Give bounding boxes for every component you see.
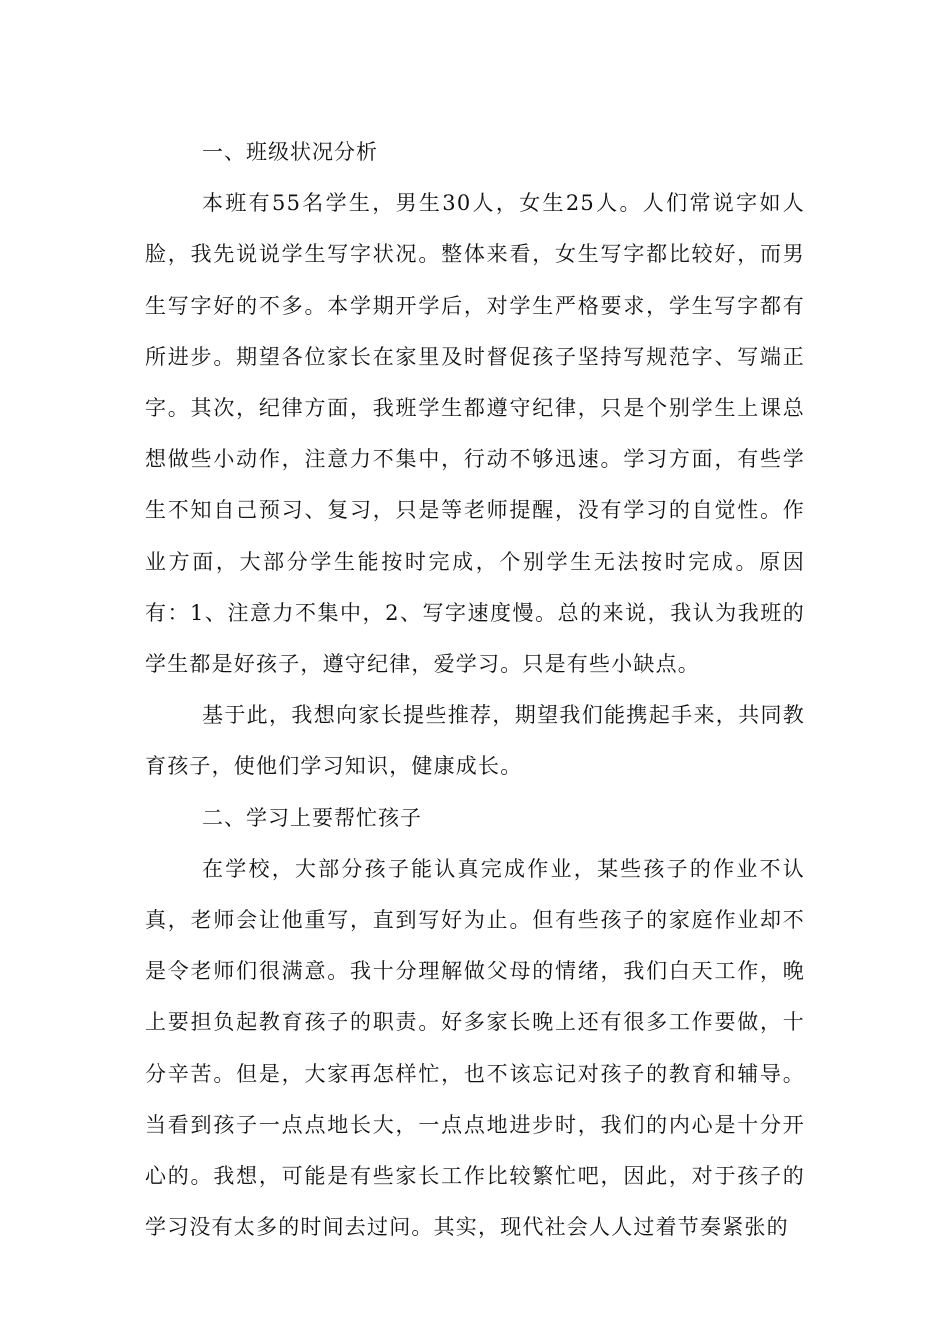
section-heading-class-analysis: 一、班级状况分析 bbox=[202, 140, 378, 164]
section-heading-study-help: 二、学习上要帮忙孩子 bbox=[202, 805, 422, 830]
paragraph-class-status: 本班有55名学生，男生30人，女生25人。人们常说字如人脸，我先说说学生写字状况。整体来看，女生写字都比较好，而男生写字好的不多。本学期开学后，对学生严格要求，学生写字都有所进步。期望各位家长在家里及时督促孩子坚持写规范字、写端正字。其次，纪律方面，我班学生都遵守纪律，只是个别学生上课总想做些小动作，注意力不集中，行动不够迅速。学习方面，有些学生不知自己预习、复习，只是等老师提醒，没有学习的自觉性。作业方面，大部分学生能按时完成，个别学生无法按时完成。原因有：1、注意力不集中，2、写字速度慢。总的来说，我认为我班的学生都是好孩子，遵守纪律，爱学习。只是有些小缺点。 bbox=[145, 191, 805, 677]
document-body bbox=[145, 127, 805, 1253]
paragraph-homework: 在学校，大部分孩子能认真完成作业，某些孩子的作业不认真，老师会让他重写，直到写好为止。但有些孩子的家庭作业却不是令老师们很满意。我十分理解做父母的情绪，我们白天工作，晚上要担负起教育孩子的职责。好多家长晚上还有很多工作要做，十分辛苦。但是，大家再怎样忙，也不该忘记对孩子的教育和辅导。当看到孩子一点点地长大，一点点地进步时，我们的内心是十分开心的。我想，可能是有些家长工作比较繁忙吧，因此，对于孩子的学习没有太多的时间去过问。其实，现代社会人人过着节奏紧张的 bbox=[145, 856, 805, 1240]
paragraph-suggestion-intro: 基于此，我想向家长提些推荐，期望我们能携起手来，共同教育孩子，使他们学习知识，健康成长。 bbox=[145, 703, 805, 779]
